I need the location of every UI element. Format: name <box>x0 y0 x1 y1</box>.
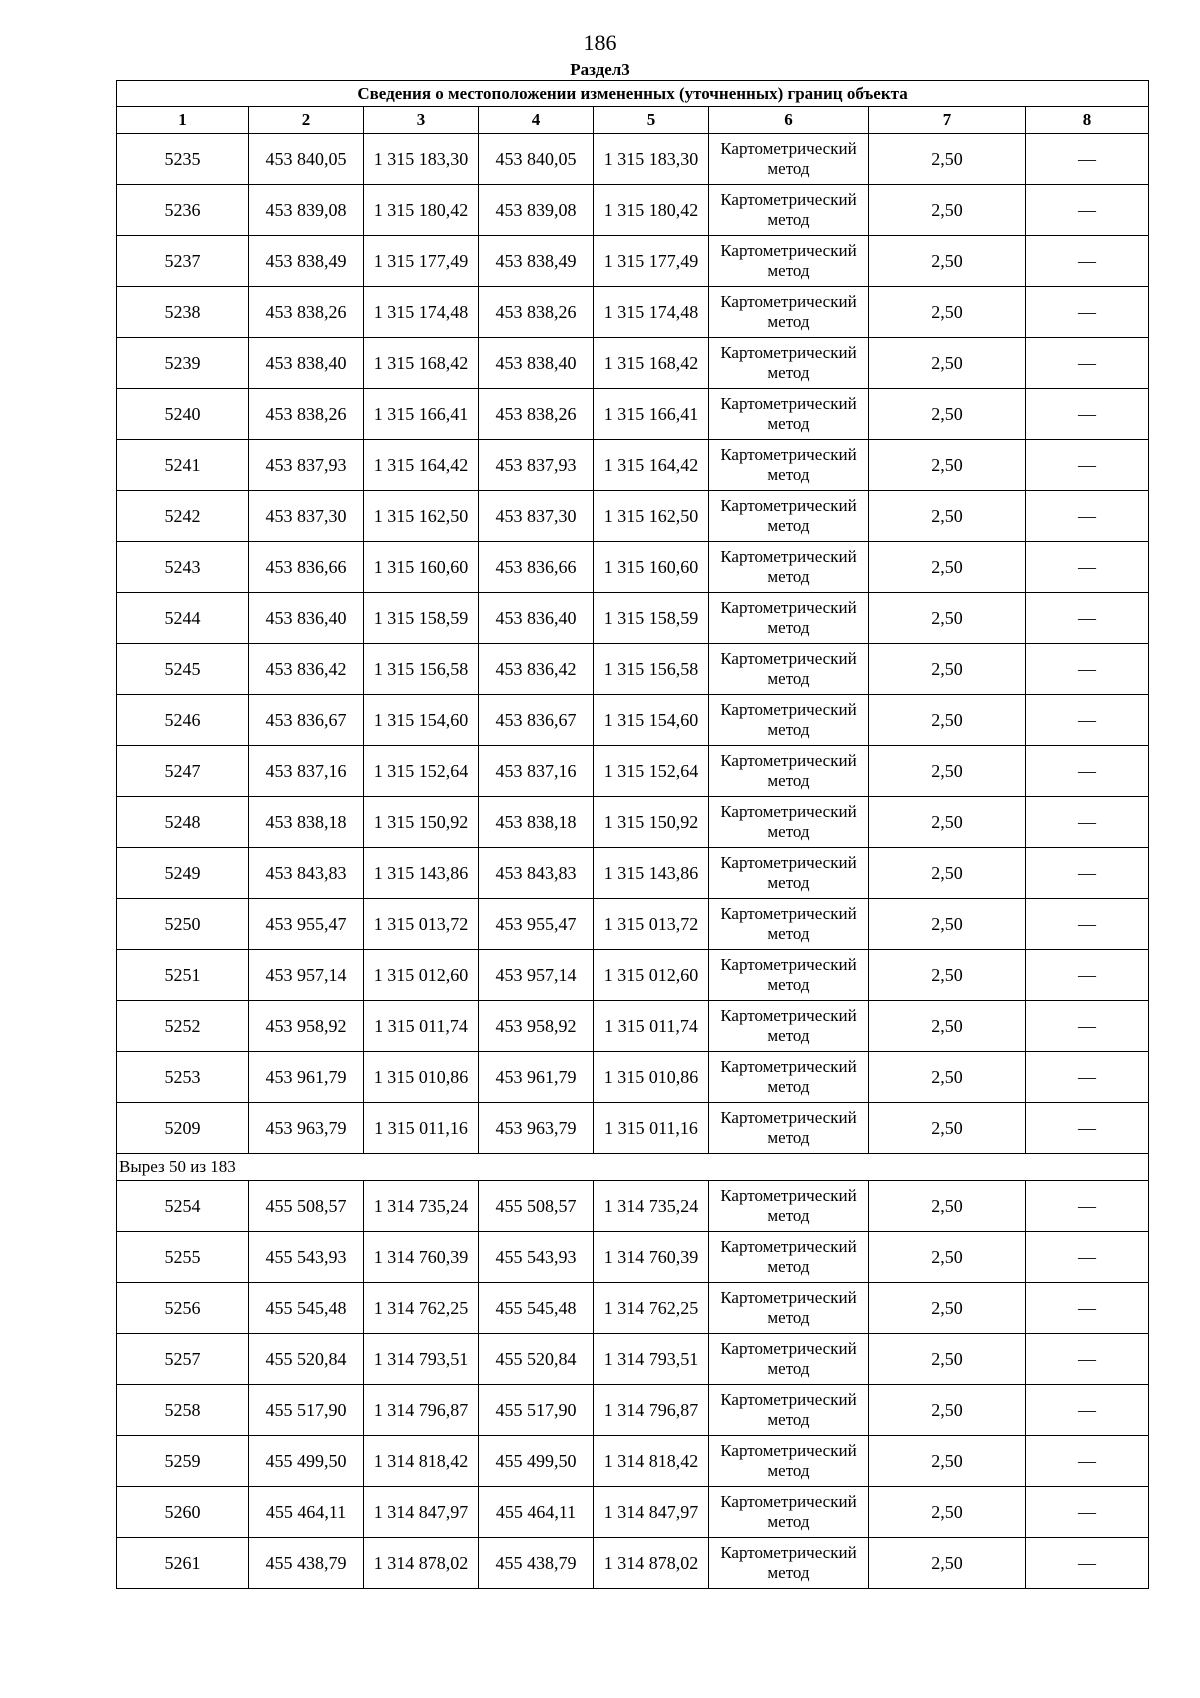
accuracy-value: 2,50 <box>869 644 1026 695</box>
x-coordinate-refined: 453 961,79 <box>479 1052 594 1103</box>
x-coordinate-refined: 453 840,05 <box>479 134 594 185</box>
point-description: — <box>1026 1232 1149 1283</box>
x-coordinate-existing: 453 837,30 <box>249 491 364 542</box>
table-row <box>117 950 1149 1001</box>
point-number: 5257 <box>117 1334 249 1385</box>
accuracy-value: 2,50 <box>869 236 1026 287</box>
table-row <box>117 593 1149 644</box>
point-description: — <box>1026 797 1149 848</box>
x-coordinate-existing: 453 843,83 <box>249 848 364 899</box>
determination-method: Картометрический метод <box>709 287 869 338</box>
x-coordinate-existing: 455 508,57 <box>249 1181 364 1232</box>
y-coordinate-refined: 1 314 847,97 <box>594 1487 709 1538</box>
point-number: 5238 <box>117 287 249 338</box>
x-coordinate-existing: 455 438,79 <box>249 1538 364 1589</box>
point-number: 5209 <box>117 1103 249 1154</box>
y-coordinate-existing: 1 314 878,02 <box>364 1538 479 1589</box>
x-coordinate-refined: 453 836,67 <box>479 695 594 746</box>
determination-method: Картометрический метод <box>709 1232 869 1283</box>
column-number-5: 5 <box>594 107 709 134</box>
accuracy-value: 2,50 <box>869 1181 1026 1232</box>
accuracy-value: 2,50 <box>869 1052 1026 1103</box>
table-row <box>117 338 1149 389</box>
point-number: 5255 <box>117 1232 249 1283</box>
y-coordinate-refined: 1 315 011,74 <box>594 1001 709 1052</box>
determination-method: Картометрический метод <box>709 491 869 542</box>
point-description: — <box>1026 287 1149 338</box>
accuracy-value: 2,50 <box>869 1232 1026 1283</box>
y-coordinate-refined: 1 315 011,16 <box>594 1103 709 1154</box>
table-row <box>117 644 1149 695</box>
point-number: 5241 <box>117 440 249 491</box>
y-coordinate-refined: 1 314 818,42 <box>594 1436 709 1487</box>
point-description: — <box>1026 848 1149 899</box>
y-coordinate-refined: 1 315 152,64 <box>594 746 709 797</box>
x-coordinate-refined: 453 957,14 <box>479 950 594 1001</box>
x-coordinate-refined: 453 958,92 <box>479 1001 594 1052</box>
y-coordinate-existing: 1 315 160,60 <box>364 542 479 593</box>
x-coordinate-existing: 453 838,26 <box>249 389 364 440</box>
point-number: 5258 <box>117 1385 249 1436</box>
point-number: 5249 <box>117 848 249 899</box>
determination-method: Картометрический метод <box>709 899 869 950</box>
table-row <box>117 848 1149 899</box>
x-coordinate-refined: 453 963,79 <box>479 1103 594 1154</box>
table-row <box>117 746 1149 797</box>
section-title: Раздел3 <box>570 60 630 79</box>
table-row <box>117 491 1149 542</box>
table-row <box>117 1103 1149 1154</box>
group-label: Вырез 50 из 183 <box>117 1154 1149 1181</box>
y-coordinate-existing: 1 315 011,16 <box>364 1103 479 1154</box>
table-row <box>117 1487 1149 1538</box>
x-coordinate-refined: 453 836,40 <box>479 593 594 644</box>
table-body <box>117 134 1149 1589</box>
y-coordinate-refined: 1 315 158,59 <box>594 593 709 644</box>
accuracy-value: 2,50 <box>869 1385 1026 1436</box>
y-coordinate-refined: 1 315 143,86 <box>594 848 709 899</box>
point-description: — <box>1026 746 1149 797</box>
x-coordinate-refined: 455 508,57 <box>479 1181 594 1232</box>
table-row <box>117 797 1149 848</box>
y-coordinate-existing: 1 315 143,86 <box>364 848 479 899</box>
determination-method: Картометрический метод <box>709 185 869 236</box>
determination-method: Картометрический метод <box>709 389 869 440</box>
point-description: — <box>1026 338 1149 389</box>
x-coordinate-existing: 453 839,08 <box>249 185 364 236</box>
determination-method: Картометрический метод <box>709 848 869 899</box>
determination-method: Картометрический метод <box>709 1283 869 1334</box>
x-coordinate-existing: 453 837,93 <box>249 440 364 491</box>
x-coordinate-refined: 455 520,84 <box>479 1334 594 1385</box>
x-coordinate-refined: 453 843,83 <box>479 848 594 899</box>
y-coordinate-refined: 1 315 156,58 <box>594 644 709 695</box>
x-coordinate-refined: 453 838,18 <box>479 797 594 848</box>
y-coordinate-refined: 1 315 183,30 <box>594 134 709 185</box>
table-row <box>117 1538 1149 1589</box>
x-coordinate-refined: 453 838,40 <box>479 338 594 389</box>
y-coordinate-existing: 1 315 164,42 <box>364 440 479 491</box>
x-coordinate-existing: 453 958,92 <box>249 1001 364 1052</box>
y-coordinate-existing: 1 314 796,87 <box>364 1385 479 1436</box>
y-coordinate-existing: 1 315 177,49 <box>364 236 479 287</box>
point-number: 5245 <box>117 644 249 695</box>
determination-method: Картометрический метод <box>709 338 869 389</box>
accuracy-value: 2,50 <box>869 848 1026 899</box>
point-number: 5247 <box>117 746 249 797</box>
point-number: 5252 <box>117 1001 249 1052</box>
y-coordinate-refined: 1 315 162,50 <box>594 491 709 542</box>
y-coordinate-refined: 1 315 010,86 <box>594 1052 709 1103</box>
point-description: — <box>1026 1538 1149 1589</box>
table-row <box>117 389 1149 440</box>
point-number: 5256 <box>117 1283 249 1334</box>
point-number: 5242 <box>117 491 249 542</box>
point-number: 5260 <box>117 1487 249 1538</box>
x-coordinate-existing: 455 545,48 <box>249 1283 364 1334</box>
x-coordinate-refined: 455 517,90 <box>479 1385 594 1436</box>
x-coordinate-existing: 453 838,26 <box>249 287 364 338</box>
determination-method: Картометрический метод <box>709 1052 869 1103</box>
point-description: — <box>1026 950 1149 1001</box>
x-coordinate-refined: 455 438,79 <box>479 1538 594 1589</box>
point-description: — <box>1026 1283 1149 1334</box>
y-coordinate-existing: 1 315 012,60 <box>364 950 479 1001</box>
x-coordinate-existing: 453 955,47 <box>249 899 364 950</box>
determination-method: Картометрический метод <box>709 440 869 491</box>
accuracy-value: 2,50 <box>869 542 1026 593</box>
x-coordinate-refined: 453 837,30 <box>479 491 594 542</box>
point-description: — <box>1026 899 1149 950</box>
y-coordinate-existing: 1 314 762,25 <box>364 1283 479 1334</box>
y-coordinate-existing: 1 315 150,92 <box>364 797 479 848</box>
point-number: 5253 <box>117 1052 249 1103</box>
column-number-4: 4 <box>479 107 594 134</box>
y-coordinate-refined: 1 315 154,60 <box>594 695 709 746</box>
determination-method: Картометрический метод <box>709 695 869 746</box>
y-coordinate-existing: 1 314 847,97 <box>364 1487 479 1538</box>
determination-method: Картометрический метод <box>709 1334 869 1385</box>
page-number: 186 <box>583 30 617 55</box>
point-description: — <box>1026 134 1149 185</box>
x-coordinate-existing: 455 543,93 <box>249 1232 364 1283</box>
x-coordinate-existing: 453 837,16 <box>249 746 364 797</box>
table-row <box>117 1001 1149 1052</box>
point-description: — <box>1026 644 1149 695</box>
x-coordinate-existing: 453 963,79 <box>249 1103 364 1154</box>
y-coordinate-refined: 1 314 793,51 <box>594 1334 709 1385</box>
determination-method: Картометрический метод <box>709 1436 869 1487</box>
point-description: — <box>1026 593 1149 644</box>
column-number-6: 6 <box>709 107 869 134</box>
boundary-table <box>116 80 1149 1589</box>
x-coordinate-refined: 455 545,48 <box>479 1283 594 1334</box>
accuracy-value: 2,50 <box>869 746 1026 797</box>
determination-method: Картометрический метод <box>709 1181 869 1232</box>
point-number: 5251 <box>117 950 249 1001</box>
point-description: — <box>1026 491 1149 542</box>
determination-method: Картометрический метод <box>709 644 869 695</box>
table-row <box>117 1232 1149 1283</box>
point-description: — <box>1026 389 1149 440</box>
y-coordinate-refined: 1 315 166,41 <box>594 389 709 440</box>
y-coordinate-existing: 1 314 818,42 <box>364 1436 479 1487</box>
accuracy-value: 2,50 <box>869 899 1026 950</box>
accuracy-value: 2,50 <box>869 389 1026 440</box>
determination-method: Картометрический метод <box>709 797 869 848</box>
point-description: — <box>1026 1001 1149 1052</box>
point-description: — <box>1026 695 1149 746</box>
x-coordinate-existing: 455 499,50 <box>249 1436 364 1487</box>
point-description: — <box>1026 1436 1149 1487</box>
column-number-8: 8 <box>1026 107 1149 134</box>
table-row <box>117 1436 1149 1487</box>
determination-method: Картометрический метод <box>709 1538 869 1589</box>
x-coordinate-existing: 455 517,90 <box>249 1385 364 1436</box>
y-coordinate-refined: 1 314 760,39 <box>594 1232 709 1283</box>
determination-method: Картометрический метод <box>709 134 869 185</box>
accuracy-value: 2,50 <box>869 134 1026 185</box>
point-number: 5235 <box>117 134 249 185</box>
table-caption: Сведения о местоположении измененных (уточненных) границ объекта <box>117 81 1149 107</box>
determination-method: Картометрический метод <box>709 1001 869 1052</box>
y-coordinate-existing: 1 315 011,74 <box>364 1001 479 1052</box>
accuracy-value: 2,50 <box>869 287 1026 338</box>
table-row <box>117 134 1149 185</box>
point-description: — <box>1026 1052 1149 1103</box>
determination-method: Картометрический метод <box>709 593 869 644</box>
determination-method: Картометрический метод <box>709 542 869 593</box>
accuracy-value: 2,50 <box>869 695 1026 746</box>
table-row <box>117 440 1149 491</box>
y-coordinate-existing: 1 315 174,48 <box>364 287 479 338</box>
accuracy-value: 2,50 <box>869 1103 1026 1154</box>
x-coordinate-refined: 455 499,50 <box>479 1436 594 1487</box>
x-coordinate-existing: 453 961,79 <box>249 1052 364 1103</box>
accuracy-value: 2,50 <box>869 1001 1026 1052</box>
y-coordinate-existing: 1 315 156,58 <box>364 644 479 695</box>
x-coordinate-refined: 453 839,08 <box>479 185 594 236</box>
point-description: — <box>1026 1385 1149 1436</box>
y-coordinate-existing: 1 315 154,60 <box>364 695 479 746</box>
accuracy-value: 2,50 <box>869 338 1026 389</box>
x-coordinate-existing: 453 838,18 <box>249 797 364 848</box>
y-coordinate-refined: 1 314 762,25 <box>594 1283 709 1334</box>
table-row <box>117 542 1149 593</box>
x-coordinate-refined: 453 838,49 <box>479 236 594 287</box>
x-coordinate-existing: 453 836,66 <box>249 542 364 593</box>
point-description: — <box>1026 185 1149 236</box>
y-coordinate-existing: 1 315 166,41 <box>364 389 479 440</box>
x-coordinate-refined: 453 838,26 <box>479 287 594 338</box>
point-description: — <box>1026 1103 1149 1154</box>
point-number: 5248 <box>117 797 249 848</box>
point-description: — <box>1026 236 1149 287</box>
y-coordinate-existing: 1 315 180,42 <box>364 185 479 236</box>
column-number-3: 3 <box>364 107 479 134</box>
point-description: — <box>1026 440 1149 491</box>
y-coordinate-existing: 1 314 735,24 <box>364 1181 479 1232</box>
accuracy-value: 2,50 <box>869 593 1026 644</box>
table-row <box>117 1385 1149 1436</box>
x-coordinate-refined: 453 837,93 <box>479 440 594 491</box>
group-header-row <box>117 1154 1149 1181</box>
x-coordinate-refined: 455 464,11 <box>479 1487 594 1538</box>
point-description: — <box>1026 1181 1149 1232</box>
point-number: 5237 <box>117 236 249 287</box>
point-number: 5239 <box>117 338 249 389</box>
point-number: 5240 <box>117 389 249 440</box>
accuracy-value: 2,50 <box>869 1334 1026 1385</box>
x-coordinate-existing: 453 840,05 <box>249 134 364 185</box>
table-row <box>117 695 1149 746</box>
x-coordinate-refined: 453 836,42 <box>479 644 594 695</box>
accuracy-value: 2,50 <box>869 1487 1026 1538</box>
point-number: 5254 <box>117 1181 249 1232</box>
y-coordinate-refined: 1 315 150,92 <box>594 797 709 848</box>
accuracy-value: 2,50 <box>869 185 1026 236</box>
y-coordinate-refined: 1 315 180,42 <box>594 185 709 236</box>
determination-method: Картометрический метод <box>709 236 869 287</box>
accuracy-value: 2,50 <box>869 797 1026 848</box>
point-number: 5244 <box>117 593 249 644</box>
x-coordinate-existing: 453 836,40 <box>249 593 364 644</box>
x-coordinate-refined: 453 836,66 <box>479 542 594 593</box>
point-number: 5243 <box>117 542 249 593</box>
table-row <box>117 899 1149 950</box>
column-number-7: 7 <box>869 107 1026 134</box>
y-coordinate-refined: 1 315 164,42 <box>594 440 709 491</box>
table-row <box>117 236 1149 287</box>
point-number: 5259 <box>117 1436 249 1487</box>
x-coordinate-refined: 453 955,47 <box>479 899 594 950</box>
table-row <box>117 185 1149 236</box>
accuracy-value: 2,50 <box>869 491 1026 542</box>
accuracy-value: 2,50 <box>869 1436 1026 1487</box>
point-description: — <box>1026 1334 1149 1385</box>
x-coordinate-existing: 453 957,14 <box>249 950 364 1001</box>
y-coordinate-refined: 1 314 796,87 <box>594 1385 709 1436</box>
y-coordinate-refined: 1 315 160,60 <box>594 542 709 593</box>
y-coordinate-refined: 1 315 174,48 <box>594 287 709 338</box>
y-coordinate-refined: 1 315 013,72 <box>594 899 709 950</box>
y-coordinate-existing: 1 315 183,30 <box>364 134 479 185</box>
point-description: — <box>1026 542 1149 593</box>
determination-method: Картометрический метод <box>709 1385 869 1436</box>
table-row <box>117 1283 1149 1334</box>
point-number: 5261 <box>117 1538 249 1589</box>
x-coordinate-existing: 453 838,49 <box>249 236 364 287</box>
point-number: 5250 <box>117 899 249 950</box>
y-coordinate-existing: 1 314 760,39 <box>364 1232 479 1283</box>
y-coordinate-refined: 1 314 735,24 <box>594 1181 709 1232</box>
table-row <box>117 287 1149 338</box>
determination-method: Картометрический метод <box>709 1103 869 1154</box>
determination-method: Картометрический метод <box>709 746 869 797</box>
x-coordinate-existing: 453 836,42 <box>249 644 364 695</box>
column-number-row <box>117 107 1149 134</box>
x-coordinate-existing: 455 520,84 <box>249 1334 364 1385</box>
y-coordinate-existing: 1 315 013,72 <box>364 899 479 950</box>
y-coordinate-refined: 1 315 168,42 <box>594 338 709 389</box>
point-number: 5246 <box>117 695 249 746</box>
column-number-2: 2 <box>249 107 364 134</box>
y-coordinate-existing: 1 315 152,64 <box>364 746 479 797</box>
determination-method: Картометрический метод <box>709 1487 869 1538</box>
table-row <box>117 1181 1149 1232</box>
column-number-1: 1 <box>117 107 249 134</box>
y-coordinate-existing: 1 315 162,50 <box>364 491 479 542</box>
y-coordinate-existing: 1 315 168,42 <box>364 338 479 389</box>
point-description: — <box>1026 1487 1149 1538</box>
accuracy-value: 2,50 <box>869 440 1026 491</box>
accuracy-value: 2,50 <box>869 1283 1026 1334</box>
x-coordinate-existing: 453 836,67 <box>249 695 364 746</box>
accuracy-value: 2,50 <box>869 1538 1026 1589</box>
accuracy-value: 2,50 <box>869 950 1026 1001</box>
x-coordinate-refined: 453 837,16 <box>479 746 594 797</box>
determination-method: Картометрический метод <box>709 950 869 1001</box>
table-row <box>117 1334 1149 1385</box>
y-coordinate-existing: 1 314 793,51 <box>364 1334 479 1385</box>
x-coordinate-refined: 455 543,93 <box>479 1232 594 1283</box>
point-number: 5236 <box>117 185 249 236</box>
table-row <box>117 1052 1149 1103</box>
x-coordinate-existing: 455 464,11 <box>249 1487 364 1538</box>
y-coordinate-existing: 1 315 010,86 <box>364 1052 479 1103</box>
x-coordinate-existing: 453 838,40 <box>249 338 364 389</box>
y-coordinate-existing: 1 315 158,59 <box>364 593 479 644</box>
y-coordinate-refined: 1 315 177,49 <box>594 236 709 287</box>
y-coordinate-refined: 1 315 012,60 <box>594 950 709 1001</box>
x-coordinate-refined: 453 838,26 <box>479 389 594 440</box>
y-coordinate-refined: 1 314 878,02 <box>594 1538 709 1589</box>
